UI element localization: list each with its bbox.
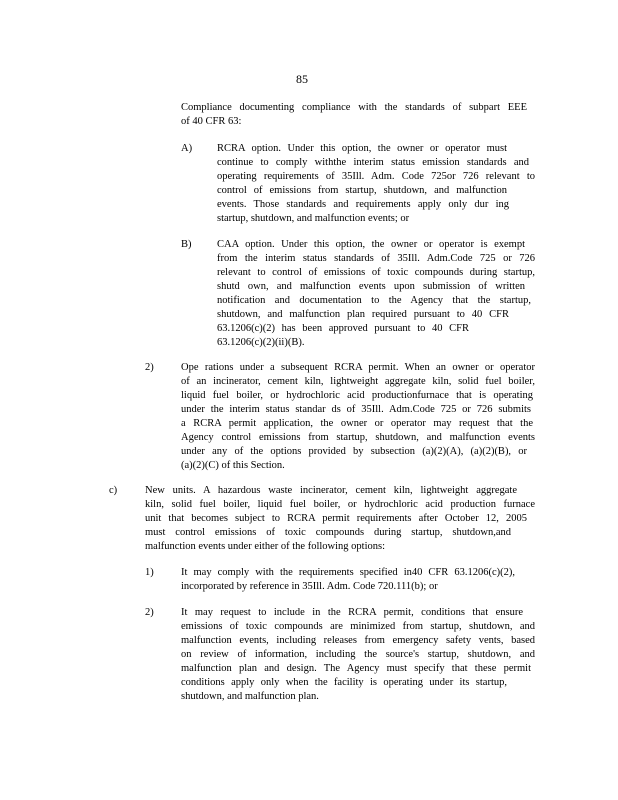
item-2-line: Agency control emissions from startup, shutdown, and malfunction events (181, 432, 535, 443)
item-c2-label: 2) (145, 607, 154, 618)
item-2-line: of an incinerator, cement kiln, lightweight aggregate kiln, solid fuel boiler, (181, 376, 535, 387)
item-b-line: 63.1206(c)(2) has been approved pursuant to 40 CFR (217, 323, 469, 334)
item-c1-label: 1) (145, 567, 154, 578)
item-c-line: unit that becomes subject to RCRA permit requirements after October 12, 2005 (145, 513, 527, 524)
item-2-line: a RCRA permit application, the owner or operator may request that the (181, 418, 533, 429)
intro-line: of 40 CFR 63: (181, 116, 242, 127)
item-c1-line: It may comply with the requirements specified in40 CFR 63.1206(c)(2), (181, 567, 515, 578)
item-2-label: 2) (145, 362, 154, 373)
item-c-label: c) (109, 485, 118, 496)
item-c2-line: conditions apply only when the facility is operating under its startup, (181, 677, 507, 688)
item-2-line: under any of the options provided by subsection (a)(2)(A), (a)(2)(B), or (181, 446, 527, 457)
item-a-line: events. Those standards and requirements apply only dur ing (217, 199, 509, 210)
item-a-line: startup, shutdown, and malfunction events; or (217, 213, 410, 224)
item-c-line: malfunction events under either of the following options: (145, 541, 385, 552)
item-c2-line: emissions of toxic compounds are minimized from startup, shutdown, and (181, 621, 535, 632)
item-c2-line: malfunction plan and design. The Agency must specify that these permit (181, 663, 531, 674)
item-a-line: continue to comply withthe interim status emission standards and (217, 157, 529, 168)
item-2-line: (a)(2)(C) of this Section. (181, 460, 285, 471)
item-b-line: from the interim status standards of 35Ill. Adm.Code 725 or 726 (217, 253, 535, 264)
item-c1-line: incorporated by reference in 35Ill. Adm. Code 720.111(b); or (181, 581, 438, 592)
item-b-line: shutd own, and malfunction events upon submission of written (217, 281, 525, 292)
item-b-label: B) (181, 239, 192, 250)
item-a-line: control of emissions from startup, shutdown, and malfunction (217, 185, 507, 196)
item-2-line: Ope rations under a subsequent RCRA permit. When an owner or operator (181, 362, 535, 373)
item-c-line: must control emissions of toxic compounds during startup, shutdown,and (145, 527, 511, 538)
item-a-label: A) (181, 143, 193, 154)
item-b-line: 63.1206(c)(2)(ii)(B). (217, 337, 305, 348)
item-b-line: CAA option. Under this option, the owner or operator is exempt (217, 239, 525, 250)
item-c2-line: It may request to include in the RCRA permit, conditions that ensure (181, 607, 523, 618)
page-number: 85 (296, 72, 308, 86)
item-c-line: kiln, solid fuel boiler, liquid fuel boiler, or hydrochloric acid production furnace (145, 499, 535, 510)
item-b-line: relevant to control of emissions of toxic compounds during startup, (217, 267, 535, 278)
item-a-line: operating requirements of 35Ill. Adm. Code 725or 726 relevant to (217, 171, 535, 182)
item-c-line: New units. A hazardous waste incinerator, cement kiln, lightweight aggregate (145, 485, 517, 496)
item-a-line: RCRA option. Under this option, the owner or operator must (217, 143, 507, 154)
intro-line: Compliance documenting compliance with the standards of subpart EEE (181, 102, 527, 113)
item-c2-line: on review of information, including the source's startup, shutdown, and (181, 649, 535, 660)
item-2-line: liquid fuel boiler, or hydrochloric acid productionfurnace that is operating (181, 390, 533, 401)
item-2-line: under the interim status standar ds of 35Ill. Adm.Code 725 or 726 submits (181, 404, 531, 415)
item-b-line: notification and documentation to the Agency that the startup, (217, 295, 531, 306)
item-c2-line: shutdown, and malfunction plan. (181, 691, 319, 702)
item-c2-line: malfunction events, including releases from emergency safety vents, based (181, 635, 535, 646)
item-b-line: shutdown, and malfunction plan required pursuant to 40 CFR (217, 309, 509, 320)
